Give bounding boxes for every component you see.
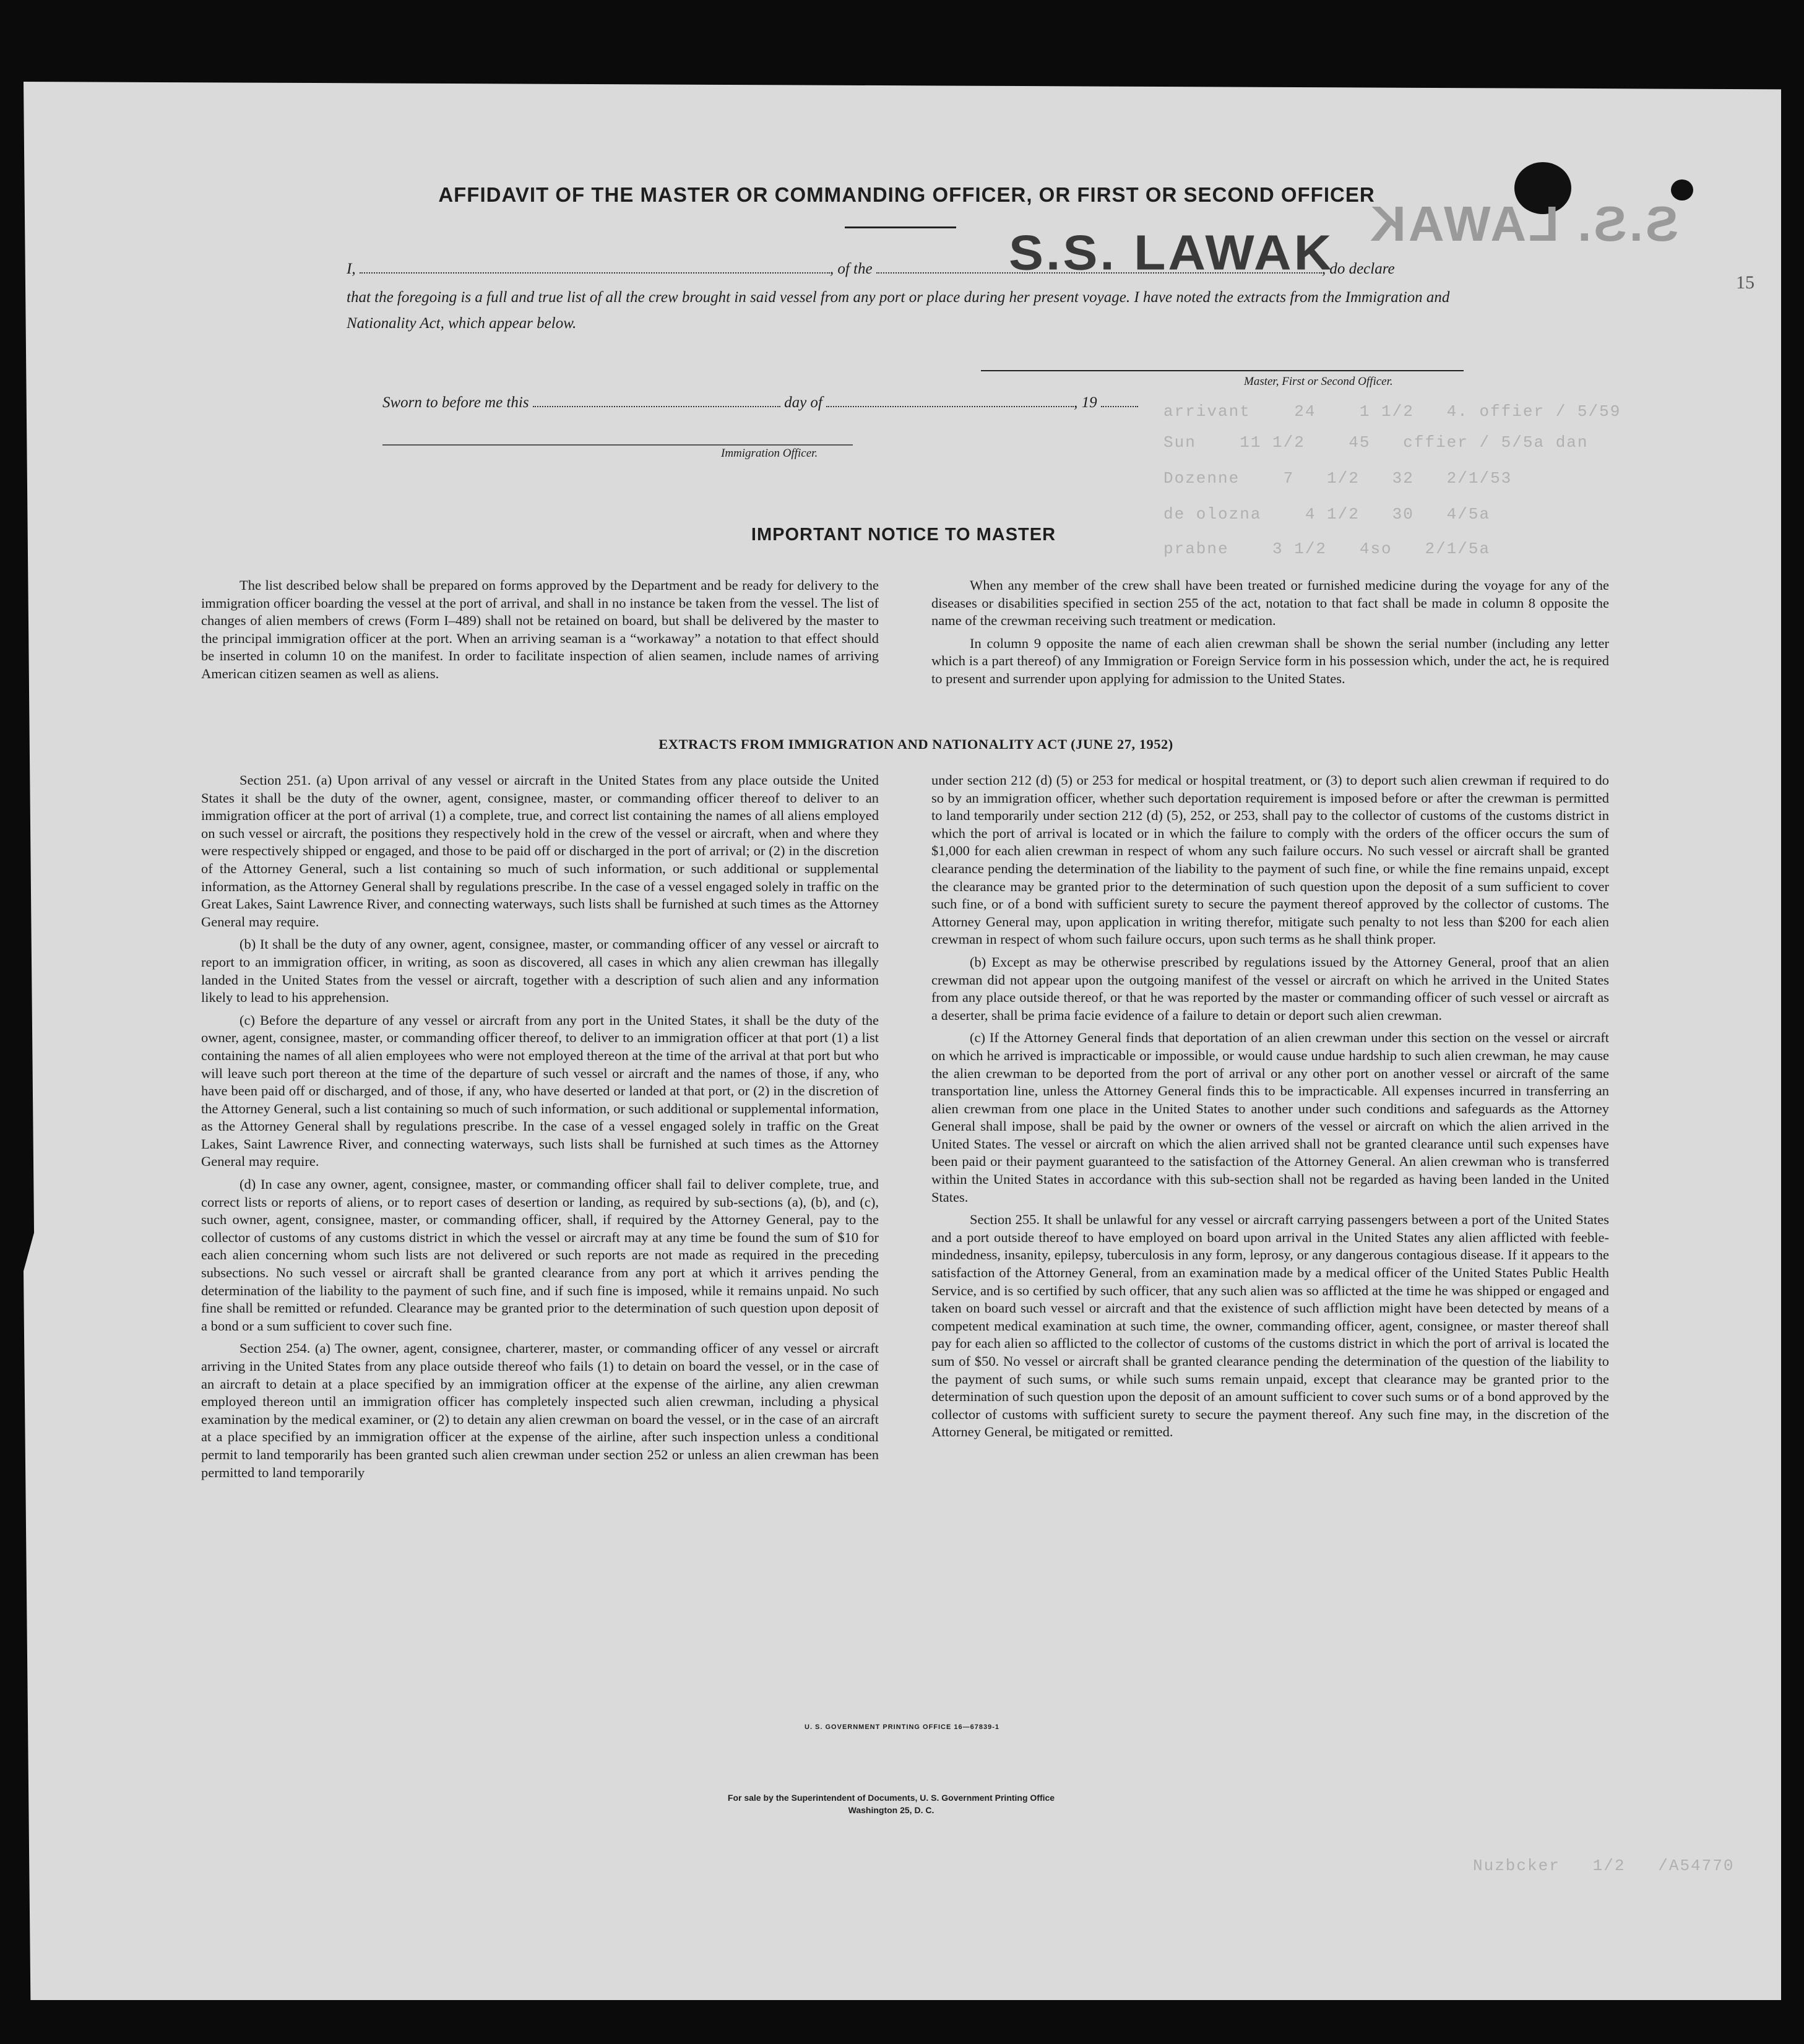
sworn-date-field[interactable] — [533, 394, 780, 407]
page-title: AFFIDAVIT OF THE MASTER OR COMMANDING OFFICER, OR FIRST OR SECOND OFFICER — [438, 183, 1375, 206]
sale-notice — [619, 1792, 1163, 1816]
sworn-month-field[interactable] — [826, 394, 1074, 407]
sworn-year-field[interactable] — [1101, 394, 1138, 407]
section-254-a: Section 254. (a) The owner, agent, consignee, charterer, master, or commanding officer of any vessel or aircraft arriving in the United States from any place outside thereof who fails (1) to detain on board the vessel, or in the case of an aircraft to detain at a place specified by an immigration officer at the expense of the airline, any alien crewman employed thereon until an immigration officer has completely inspected such alien crewman, including a physical examination by the medical examiner, or (2) to detain any alien crewman on board the vessel, or in the case of an aircraft at a place specified by an immigration officer at the expense of the airline, after such inspection unless a conditional permit to land temporarily has been granted such alien crewman under section 252 or unless an alien crewman has been permitted to land temporarily — [201, 1340, 879, 1480]
section-254-a-continued: under section 212 (d) (5) or 253 for medical or hospital treatment, or (3) to deport such alien crewman if required to do so by an immigration officer, whether such deportation requirement is imposed before or after the crewman is permitted to land temporarily under section 212 (d) (5), 252, or 253, shall pay to the collector of customs of the customs district in which the port of arrival is located or in which the failure to comply with the orders of the officer occurs the sum of $1,000 for each alien crewman in respect of whom any such failure occurs. No such vessel or aircraft shall be granted clearance pending the determination of the liability to the payment of such fine, or while the fine remains unpaid, except the clearance may be granted prior to the determination of such question upon the deposit of a sum sufficient to cover such fine, or of a bond with sufficient surety to secure the payment thereof approved by the collector of customs. The Attorney General may, upon application in writing therefor, mitigate such penalty to not less than $200 for each alien crewman in respect of whom such failure occurs, upon such terms as he shall think proper. — [931, 772, 1609, 947]
title-rule — [845, 226, 956, 228]
extracts-left-column — [201, 772, 879, 1486]
bleed-through-text: Nuzbcker 1/2 /A54770 — [1473, 1856, 1735, 1875]
printing-office-line: U. S. GOVERNMENT PRINTING OFFICE 16—67839-1 — [805, 1723, 1000, 1731]
vessel-name-stamp: S.S. LAWAK — [1009, 225, 1334, 280]
i-label: I, — [347, 261, 356, 277]
sale-line-1: For sale by the Superintendent of Documents, U. S. Government Printing Office — [727, 1793, 1055, 1803]
section-251-b: (b) It shall be the duty of any owner, agent, consignee, master, or commanding officer of any vessel or aircraft to report to an immigration officer, in writing, as soon as discovered, all cases in which any alien crewman has illegally landed in the United States from the vessel or aircraft, together with a description of such alien and any information likely to lead to his apprehension. — [201, 936, 879, 1006]
section-251-c: (c) Before the departure of any vessel or aircraft from any port in the United States, it shall be the duty of the owner, agent, consignee, master, or commanding officer thereof, to deliver to an immigration officer at that port (1) a list containing the names of all alien employees who were not employed thereon at the time of the arrival at that port but who will leave such port thereon at the time of the departure of such vessel or aircraft and the names of those, if any, who have been paid off or discharged, and of those, if any, who have deserted or landed at that port, or (2) in the discretion of the Attorney General, such a list containing so much of such information, or such additional or supplemental information, as the Attorney General shall by regulations prescribe. In the case of a vessel engaged solely in traffic on the Great Lakes, Saint Lawrence River, and connecting waterways, such lists shall be furnished at such times as the Attorney General may require. — [201, 1012, 879, 1170]
bleed-through-text: de olozna 4 1/2 30 4/5a — [1163, 505, 1491, 524]
notice-title: IMPORTANT NOTICE TO MASTER — [751, 525, 1056, 545]
sworn-label: Sworn to before me this — [382, 394, 529, 411]
declaration-text: that the foregoing is a full and true list of all the crew brought in said vessel from any port or place during her present voyage. I have noted the extracts from the Immigration and Nationality Act, which appear below. — [347, 289, 1450, 332]
officer-caption: Immigration Officer. — [721, 447, 818, 460]
extracts-title: EXTRACTS FROM IMMIGRATION AND NATIONALITY ACT (JUNE 27, 1952) — [658, 736, 1173, 752]
bleed-through-text: arrivant 24 1 1/2 4. offier / 5/59 — [1163, 402, 1621, 421]
bleed-through-text: prabne 3 1/2 4so 2/1/5a — [1163, 540, 1491, 558]
notice-paragraph: When any member of the crew shall have been treated or furnished medicine during the voyage for any of the diseases or disabilities specified in section 255 of the act, notation to that fact shall be made in column 8 opposite the name of the crewman receiving such treatment or medication. — [931, 577, 1609, 629]
extracts-right-column — [931, 772, 1609, 1446]
of-the-label: , of the — [829, 261, 873, 277]
name-field[interactable] — [360, 260, 830, 274]
sworn-line — [382, 394, 1138, 412]
signature-caption: Master, First or Second Officer. — [1244, 375, 1393, 388]
year-prefix-label: , 19 — [1074, 394, 1097, 411]
section-251-d: (d) In case any owner, agent, consignee, master, or commanding officer shall fail to deliver complete, true, and correct lists or reports of aliens, or to report cases of desertion or landing, as required by sub-sections (a), (b), and (c), such owner, agent, consignee, master, or commanding officer, shall, if required by the Attorney General, pay to the collector of customs of any customs district in which the vessel or aircraft may at any time be found the sum of $10 for each alien concerning whom such lists are not delivered or such reports are not made as required in the preceding subsections. No such vessel or aircraft shall be granted clearance from any port at which it arrives pending the determination of the liability to the payment of such fine, and if such fine is imposed, while it remains unpaid. No such fine shall be remitted or refunded. Clearance may be granted prior to the determination of such question upon deposit of a bond or a sum sufficient to cover such fine. — [201, 1176, 879, 1334]
sale-line-2: Washington 25, D. C. — [848, 1805, 934, 1815]
notice-right-column — [931, 577, 1609, 693]
bleed-through-text: Sun 11 1/2 45 cffier / 5/5a dan — [1163, 433, 1589, 452]
signature-line — [981, 370, 1464, 371]
bleed-through-text: Dozenne 7 1/2 32 2/1/53 — [1163, 469, 1513, 488]
officer-signature-line — [382, 444, 853, 446]
section-254-b: (b) Except as may be otherwise prescribed by regulations issued by the Attorney General, proof that an alien crewman did not appear upon the outgoing manifest of the vessel or aircraft on which he arrived in the United States from any place outside thereof, or that he was reported by the master or commanding officer of such vessel or aircraft as a deserter, shall be prima facie evidence of a failure to detain or deport such alien crewman. — [931, 954, 1609, 1023]
section-255: Section 255. It shall be unlawful for any vessel or aircraft carrying passengers between a port of the United States and a port outside thereof to have employed on board upon arrival in the United States any alien afflicted with feeble-mindedness, insanity, epilepsy, tuberculosis in any form, leprosy, or any dangerous contagious disease. If it appears to the satisfaction of the Attorney General, from an examination made by a medical officer of the United States Public Health Service, and is so certified by such officer, that any such alien was so afflicted at the time he was shipped or engaged and taken on board such vessel or aircraft and that the existence of such affliction might have been detected by means of a competent medical examination at such time, the owner, commanding officer, agent, consignee, or master thereof shall pay for each alien so afflicted to the collector of customs of the customs district in which the port of arrival is located the sum of $50. No vessel or aircraft shall be granted clearance pending the determination of the question of the liability to the payment of such sums, or while such sums remain unpaid, except that clearance may be granted prior to the determination of such question upon the deposit of an amount sufficient to cover such sums or of a bond approved by the collector of customs with sufficient surety to secure the payment thereof. Any such fine may, in the discretion of the Attorney General, be mitigated or remitted. — [931, 1212, 1609, 1440]
notice-left-column — [201, 577, 879, 688]
notice-paragraph: In column 9 opposite the name of each alien crewman shall be shown the serial number (including any letter which is a part thereof) of any Immigration or Foreign Service form in his possession which, under the act, he is required to present and surrender upon applying for admission to the United States. — [931, 635, 1609, 686]
section-251-a: Section 251. (a) Upon arrival of any vessel or aircraft in the United States from any place outside the United States it shall be the duty of the owner, agent, consignee, master, or commanding officer thereof to deliver to an immigration officer at the port of arrival (1) a complete, true, and correct list containing the names of all aliens employed on such vessel or aircraft, the positions they respectively hold in the crew of the vessel or aircraft, when and where they were respectively shipped or engaged, and those to be paid off or discharged in the port of arrival; or (2) in the discretion of the Attorney General, such a list containing so much of such information, or such additional or supplemental information, as the Attorney General shall by regulations prescribe. In the case of a vessel engaged solely in traffic on the Great Lakes, Saint Lawrence River, and connecting waterways, such lists shall be furnished at such times as the Attorney General may require. — [201, 772, 879, 929]
mirrored-stamp-bleed: S.S. LAWAK — [1368, 196, 1679, 251]
margin-mark: 15 — [1736, 272, 1754, 293]
notice-paragraph: The list described below shall be prepared on forms approved by the Department and be ready for delivery to the immigration officer boarding the vessel at the port of arrival, and shall in no instance be taken from the vessel. The list of changes of alien members of crews (Form I–489) shall not be retained on board, but shall be delivered by the master to the principal immigration officer at the port. When an arriving seaman is a “workaway” a notation to that effect should be inserted in column 10 on the manifest. In order to facilitate inspection of alien seamen, include names of arriving American citizen seamen as well as aliens. — [201, 577, 879, 681]
do-declare-label: , do declare — [1321, 261, 1395, 277]
section-254-c: (c) If the Attorney General finds that deportation of an alien crewman under this section on the vessel or aircraft on which he arrived is impracticable or impossible, or would cause undue hardship to such alien crewman, he may cause the alien crewman to be deported from the port of arrival or any other port on another vessel or aircraft of the same transportation line, unless the Attorney General finds this to be impracticable. All expenses incurred in transferring an alien crewman from one place in the United States to another under such conditions and safeguards as the Attorney General shall impose, shall be paid by the owner or owners of the vessel or aircraft on which the alien arrived in the United States. The vessel or aircraft on which the alien arrived shall not be granted clearance until such expenses have been paid or their payment guaranteed to the satisfaction of the Attorney General. An alien crewman who is transferred within the United States in accordance with this sub-section shall not be regarded as having been landed in the United States. — [931, 1030, 1609, 1205]
day-of-label: day of — [784, 394, 822, 411]
